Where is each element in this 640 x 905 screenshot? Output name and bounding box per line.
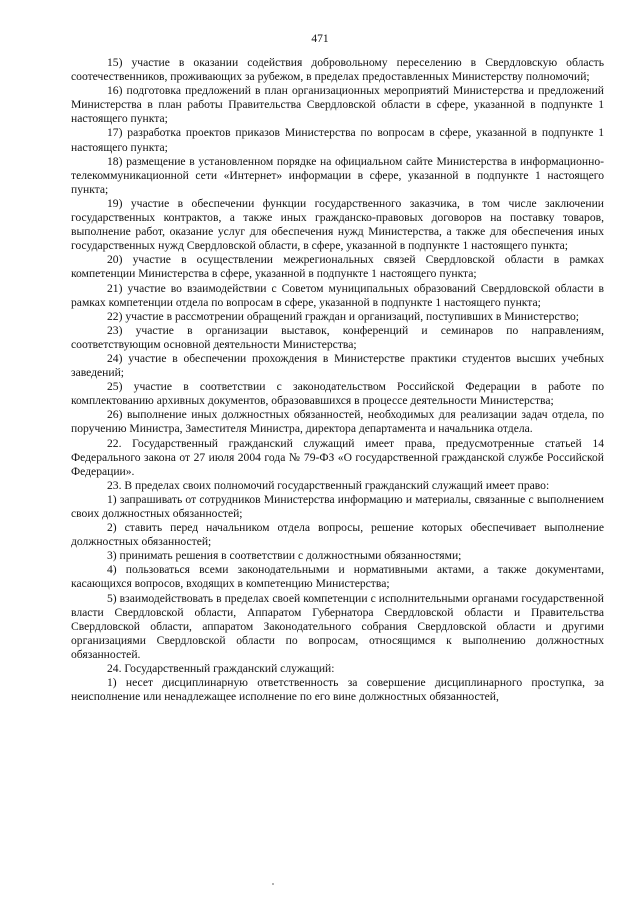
responsibility-item-1: 1) несет дисциплинарную ответственность за совершение дисциплинарного проступка, за неисполнение или ненадлежащее исполнение по его вине должностных обязанностей, [71,676,604,704]
right-item-5: 5) взаимодействовать в пределах своей компетенции с исполнительными органами государственной власти Свердловской области, Аппаратом Губернатора Свердловской области и Правительства Свердловской области, аппаратом Законодательного собрания Свердловской области и другими организациями Свердловской области по вопросам, относящимся к выполнению должностных обязанностей. [71,591,604,661]
right-item-2: 2) ставить перед начальником отдела вопросы, решение которых обеспечивает выполнение должностных обязанностей; [71,521,604,549]
section-23-heading: 23. В пределах своих полномочий государственный гражданский служащий имеет право: [107,478,550,492]
right-item-3: 3) принимать решения в соответствии с должностными обязанностями; [107,549,462,563]
document-body [71,56,604,704]
paragraph-item-21: 21) участие во взаимодействии с Советом муниципальных образований Свердловской области в рамках компетенции отдела по вопросам в сфере, указанной в подпункте 1 настоящего пункта; [71,281,604,309]
paragraph-item-18: 18) размещение в установленном порядке на официальном сайте Министерства в информационно-телекоммуникационной сети «Интернет» информации в сфере, указанной в подпункте 1 настоящего пункта; [71,154,604,196]
section-22-rights: 22. Государственный гражданский служащий имеет права, предусмотренные статьей 14 Федерального закона от 27 июля 2004 года № 79-ФЗ «О государственной гражданской службе Российской Федерации». [71,436,604,478]
paragraph-item-20: 20) участие в осуществлении межрегиональных связей Свердловской области в рамках компетенции Министерства в сфере, указанной в подпункте 1 настоящего пункта; [71,253,604,281]
scan-speck [272,883,274,885]
paragraph-item-23: 23) участие в организации выставок, конференций и семинаров по направлениям, соответствующим основной деятельности Министерства; [71,323,604,351]
paragraph-item-19: 19) участие в обеспечении функции государственного заказчика, в том числе заключении государственных контрактов, а также иных гражданско-правовых договоров на поставку товаров, выполнение работ, оказание услуг для обеспечения нужд Министерства, а также для обеспечения иных государственных нужд Свердловской области, в сфере, указанной в подпункте 1 настоящего пункта; [71,196,604,253]
paragraph-item-16: 16) подготовка предложений в план организационных мероприятий Министерства и предложений Министерства в план работы Правительства Свердловской области в сфере, указанной в подпункте 1 настоящего пункта; [71,84,604,126]
paragraph-item-22: 22) участие в рассмотрении обращений граждан и организаций, поступивших в Министерство; [107,309,579,323]
right-item-1: 1) запрашивать от сотрудников Министерства информацию и материалы, связанные с выполнением своих должностных обязанностей; [71,492,604,520]
right-item-4: 4) пользоваться всеми законодательными и нормативными актами, а также документами, касающихся вопросов, входящих в компетенцию Министерства; [71,563,604,591]
paragraph-item-15: 15) участие в оказании содействия добровольному переселению в Свердловскую область соотечественников, проживающих за рубежом, в пределах предоставленных Министерству полномочий; [71,56,604,84]
page-number: 471 [311,33,329,45]
paragraph-item-17: 17) разработка проектов приказов Министерства по вопросам в сфере, указанной в подпункте 1 настоящего пункта; [71,126,604,154]
paragraph-item-25: 25) участие в соответствии с законодательством Российской Федерации в работе по комплектованию архивных документов, образовавшихся в процессе деятельности Министерства; [71,380,604,408]
section-24-heading: 24. Государственный гражданский служащий: [107,662,335,676]
paragraph-item-24: 24) участие в обеспечении прохождения в Министерстве практики студентов высших учебных заведений; [71,351,604,380]
paragraph-item-26: 26) выполнение иных должностных обязанностей, необходимых для реализации задач отдела, по поручению Министра, Заместителя Министра, директора департамента и начальника отдела. [71,408,604,436]
